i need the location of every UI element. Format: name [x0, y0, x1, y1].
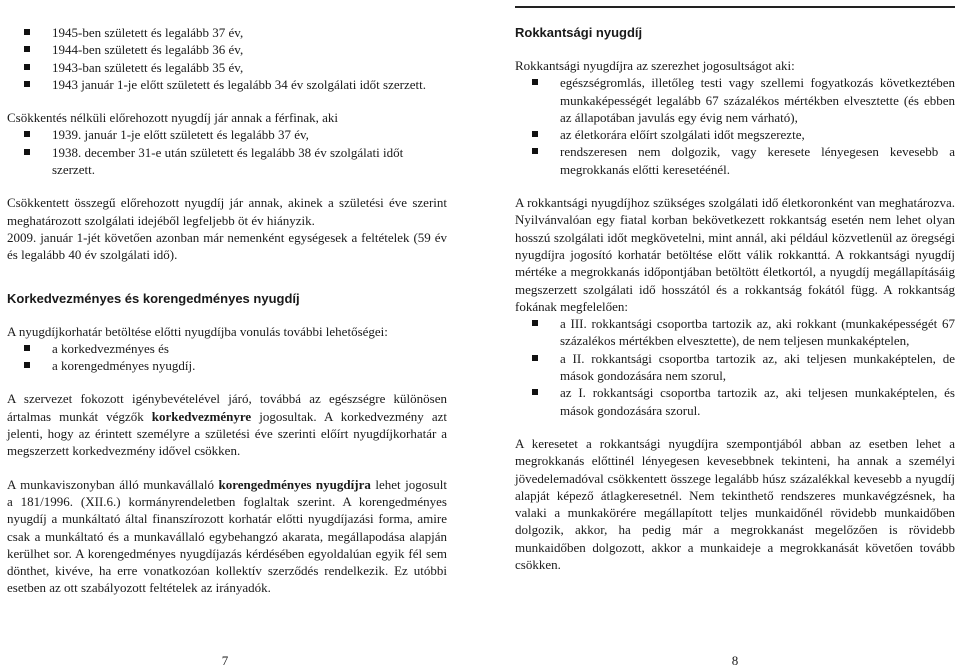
- paragraph: Csökkentett összegű előrehozott nyugdíj jár annak, akinek a születési éve szerint meghatározott szolgálati idejéből legfeljebb öt év hiányzik.: [7, 195, 447, 228]
- section-heading: Korkedvezményes és korengedményes nyugdíj: [7, 290, 300, 306]
- list-item: 1943 január 1-je előtt született és legalább 34 év szolgálati időt szerzett.: [7, 76, 447, 93]
- page-number: 8: [731, 653, 739, 668]
- list-item: egészségromlás, illetőleg testi vagy szellemi fogyatkozás következtében munkaképességét legalább 67 százalékos mértékben elvesztette (és ebben az állapotában javulás egy évig nem várható),: [515, 74, 955, 126]
- page-left: [0, 0, 470, 671]
- paragraph: Rokkantsági nyugdíjra az szerezhet jogosultságot aki:: [515, 58, 795, 73]
- square-bullet-icon: [24, 29, 30, 35]
- section-heading: Rokkantsági nyugdíj: [515, 25, 643, 40]
- list-item: a III. rokkantsági csoportba tartozik az, aki rokkant (munkaképességét 67 százalékos mértékben elvesztette), de nem teljesen munkaképtelen,: [515, 315, 955, 350]
- left-column: [7, 24, 447, 597]
- list-item: a korkedvezményes és: [7, 340, 447, 357]
- page-number: 7: [221, 653, 229, 668]
- square-bullet-icon: [532, 131, 538, 137]
- list-item: a korengedményes nyugdíj.: [7, 357, 447, 374]
- paragraph: A nyugdíjkorhatár betöltése előtti nyugdíjba vonulás további lehetőségei:: [7, 323, 388, 339]
- paragraph: A szervezet fokozott igénybevételével járó, továbbá az egészségre különösen ártalmas munkát végzők korkedvezményre jogosultak. A korkedvezmény azt jelenti, hogy az érintett személyre a születési éve szerinti előírt nyugdíjkorhatár a megszerzett korkedvezmény idővel csökken.: [7, 391, 447, 459]
- paragraph: A rokkantsági nyugdíjhoz szükséges szolgálati idő életkoronként van meghatározva. Nyilvánvalóan egy fiatal korban bekövetkezett rokkantság esetén nem lehet olyan hosszú szolgálati időt megkövetelni, mint annál, aki például közvetlenül az öregségi nyugdíjra jogosító korhatár betöltése előtt válik rokkanttá. A rokkantsági nyugdíj mértéke a megrokkanás időpontjában betöltött életkortól, a nyugdíj megállapításáig megszerzett szolgálati idő hosszától és a rokkantság fokától függ. A rokkantság fokának megfelelően:: [515, 195, 955, 314]
- square-bullet-icon: [532, 320, 538, 326]
- list-item: rendszeresen nem dolgozik, vagy keresete lényegesen kevesebb a megrokkanás előtti keresetéénél.: [515, 143, 955, 178]
- square-bullet-icon: [532, 79, 538, 85]
- page-right: [490, 0, 960, 671]
- right-column: [515, 24, 955, 573]
- list-item: 1939. január 1-je előtt született és legalább 37 év,: [7, 126, 447, 143]
- birth-year-list: [7, 24, 447, 93]
- square-bullet-icon: [532, 355, 538, 361]
- list-item: 1943-ban született és legalább 35 év,: [7, 59, 447, 76]
- paragraph: 2009. január 1-jét követően azonban már nemenként egységesek a feltételek (59 év és legalább 40 év szolgálati idő).: [7, 229, 447, 263]
- list-item: az I. rokkantsági csoportba tartozik az, aki teljesen munkaképtelen, és mások gondozására szorul.: [515, 384, 955, 419]
- square-bullet-icon: [24, 149, 30, 155]
- header-rule: [515, 6, 955, 8]
- paragraph: Csökkentés nélküli előrehozott nyugdíj jár annak a férfinak, aki: [7, 110, 339, 126]
- paragraph: A munkaviszonyban álló munkavállaló korengedményes nyugdíjra lehet jogosult a 181/1996. (XII.6.) kormányrendeletben foglaltak szerint. A korengedményes nyugdíj a munkáltató által finanszírozott korhatár előtti nyugdíjazási forma, amire csak a munkáltató és a munkavállaló egybehangzó akarata, megállapodása alapján kerülhet sor. A korengedményes nyugdíjazás kérdésében egyoldalúan egyik fél sem dönthet, kivéve, ha erre vonatkozóan kollektív szerződés rendelkezik. Ez utóbbi esetben az ott szabályozott feltételek az irányadók.: [7, 476, 447, 596]
- square-bullet-icon: [24, 46, 30, 52]
- list-item: a II. rokkantsági csoportba tartozik az, aki teljesen munkaképtelen, de mások gondozására nem szorul,: [515, 350, 955, 385]
- list-item: 1944-ben született és legalább 36 év,: [7, 41, 447, 58]
- list-item: 1945-ben született és legalább 37 év,: [7, 24, 447, 41]
- square-bullet-icon: [24, 81, 30, 87]
- disability-groups-list: [515, 315, 955, 419]
- square-bullet-icon: [532, 389, 538, 395]
- list-item: 1938. december 31-e után született és legalább 38 év szolgálati időt szerzett.: [7, 144, 447, 179]
- retirement-options-list: [7, 340, 447, 375]
- men-conditions-list: [7, 126, 447, 178]
- list-item: az életkorára előírt szolgálati időt megszerezte,: [515, 126, 955, 143]
- square-bullet-icon: [24, 131, 30, 137]
- square-bullet-icon: [24, 362, 30, 368]
- eligibility-list: [515, 74, 955, 178]
- paragraph: A keresetet a rokkantsági nyugdíjra szempontjából abban az esetben lehet a megrokkanás előttinél lényegesen kevesebbnek tekinteni, ha annak a személyi jövedelemadóval csökkentett összege legalább húsz százalékkal kevesebb a nyugdíj alapját képező átlagkeresetnél. Nem tekinthető rendszeres munkavégzésnek, ha valaki a munkakörére megállapított teljes munkaidőnél rövidebb munkaidőben dolgozik, akkor, ha pedig már a megrokkanást megelőzően is rövidebb munkaidőben dolgozott, akkor a munkaideje a megrokkanását követően tovább csökken.: [515, 435, 955, 573]
- square-bullet-icon: [532, 148, 538, 154]
- square-bullet-icon: [24, 345, 30, 351]
- square-bullet-icon: [24, 64, 30, 70]
